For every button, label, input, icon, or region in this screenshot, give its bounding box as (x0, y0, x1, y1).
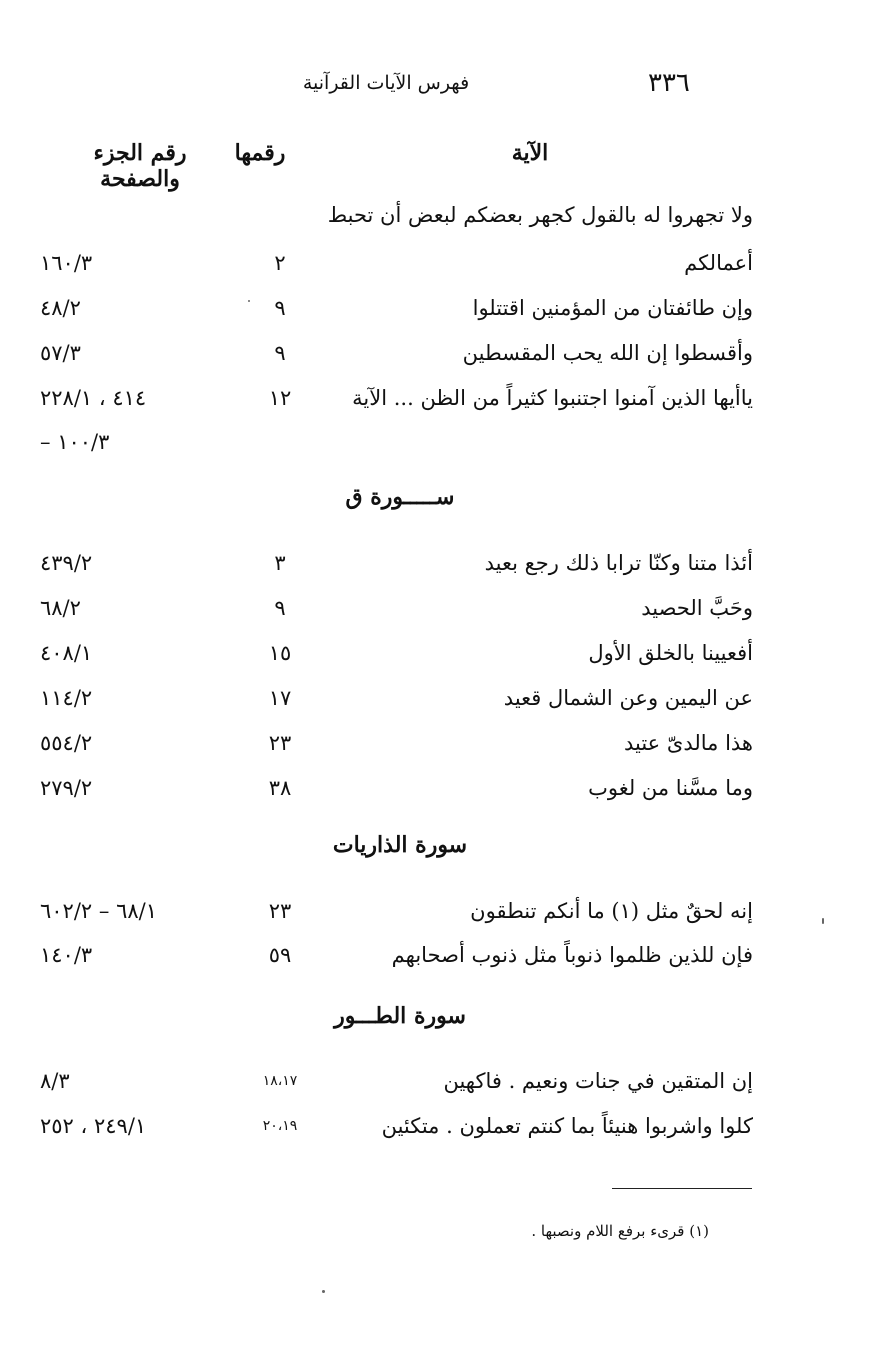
verse-text: عن اليمين وعن الشمال قعيد (503, 686, 753, 710)
verse-number: ٣٨ (268, 776, 292, 800)
verse-number: ٢٣ (268, 899, 292, 923)
verse-text: إنه لحقٌ مثل (١) ما أنكم تنطقون (470, 899, 753, 923)
volume-page-ref: ٨/٣ (40, 1069, 70, 1093)
verse-text: فإن للذين ظلموا ذنوباً مثل ذنوب أصحابهم (391, 943, 753, 967)
verse-text: وأقسطوا إن الله يحب المقسطين (462, 341, 753, 365)
page-number: ٣٣٦ (648, 68, 690, 98)
verse-text: وحَبَّ الحصيد (641, 596, 753, 620)
volume-page-ref: ١٠٠/٣ – (40, 430, 110, 454)
verse-row (0, 633, 885, 673)
verse-row (0, 723, 885, 763)
volume-page-ref: ٦٨/١ – ٦٠٢/٢ (40, 899, 157, 923)
verse-text: ولا تجهروا له بالقول كجهر بعضكم لبعض أن تحبط (327, 203, 753, 227)
verse-row (0, 678, 885, 718)
volume-page-ref: ٤٠٨/١ (40, 641, 93, 665)
surah-heading-tur: سورة الطـــور (334, 1003, 466, 1029)
verse-text: وإن طائفتان من المؤمنين اقتتلوا (472, 296, 753, 320)
verse-text: هذا مالدىّ عتيد (623, 731, 753, 755)
column-header-number: رقمها (234, 140, 286, 166)
verse-number: ٩ (274, 596, 286, 620)
verse-row-continuation (0, 422, 885, 462)
verse-row (0, 288, 885, 328)
volume-page-ref: ٦٨/٢ (40, 596, 81, 620)
verse-number: ١٥ (268, 641, 292, 665)
verse-number: ٣ (274, 551, 286, 575)
verse-row (0, 935, 885, 975)
volume-page-ref: ٤٣٩/٢ (40, 551, 93, 575)
volume-page-ref: ٢٤٩/١ ، ٢٥٢ (40, 1114, 147, 1138)
surah-heading-qaf: ســـــورة ق (345, 484, 455, 510)
verse-number: ٩ (274, 341, 286, 365)
volume-page-ref: ٥٧/٣ (40, 341, 81, 365)
footnote: (١) قرىء برفع اللام ونصبها . (531, 1222, 709, 1240)
column-header-aya: الآية (511, 140, 549, 166)
volume-page-ref: ١٤٠/٣ (40, 943, 93, 967)
verse-number: ١٧ (268, 686, 292, 710)
verse-number: ٢٠،١٩ (262, 1118, 298, 1134)
verse-text: أفعيينا بالخلق الأول (588, 641, 753, 665)
footnote-separator (612, 1188, 752, 1189)
verse-text: أئذا متنا وكنّا ترابا ذلك رجع بعيد (484, 551, 753, 575)
verse-number: ٢٣ (268, 731, 292, 755)
verse-number: ١٨،١٧ (262, 1073, 298, 1089)
print-speck (822, 918, 824, 924)
surah-heading-dhariyat: سورة الذاريات (332, 832, 468, 858)
verse-row (0, 588, 885, 628)
verse-text: أعمالكم (684, 251, 753, 275)
volume-page-ref: ٤١٤ ، ٢٢٨/١ (40, 386, 147, 410)
verse-text: وما مسَّنا من لغوب (588, 776, 753, 800)
verse-row (0, 1106, 885, 1146)
verse-row (0, 543, 885, 583)
volume-page-ref: ١٦٠/٣ (40, 251, 93, 275)
verse-number: ٩ (274, 296, 286, 320)
column-header-reference: رقم الجزء والصفحة (93, 140, 187, 192)
verse-number: ٥٩ (268, 943, 292, 967)
verse-row (0, 243, 885, 283)
print-speck (248, 300, 250, 302)
volume-page-ref: ٥٥٤/٢ (40, 731, 93, 755)
verse-row (0, 1061, 885, 1101)
running-header-title: فهرس الآيات القرآنية (302, 72, 470, 94)
verse-row (0, 768, 885, 808)
verse-number: ١٢ (268, 386, 292, 410)
verse-text: ياأيها الذين آمنوا اجتنبوا كثيراً من الظن ... الآية (352, 386, 753, 410)
volume-page-ref: ١١٤/٢ (40, 686, 93, 710)
verse-row (0, 378, 885, 418)
volume-page-ref: ٢٧٩/٢ (40, 776, 93, 800)
verse-row (0, 891, 885, 931)
verse-text: إن المتقين في جنات ونعيم . فاكهين (443, 1069, 753, 1093)
verse-number: ٢ (274, 251, 286, 275)
volume-page-ref: ٤٨/٢ (40, 296, 81, 320)
verse-row (0, 195, 885, 235)
verse-text: كلوا واشربوا هنيئاً بما كنتم تعملون . متكئين (381, 1114, 753, 1138)
verse-row (0, 333, 885, 373)
print-speck (322, 1290, 325, 1293)
